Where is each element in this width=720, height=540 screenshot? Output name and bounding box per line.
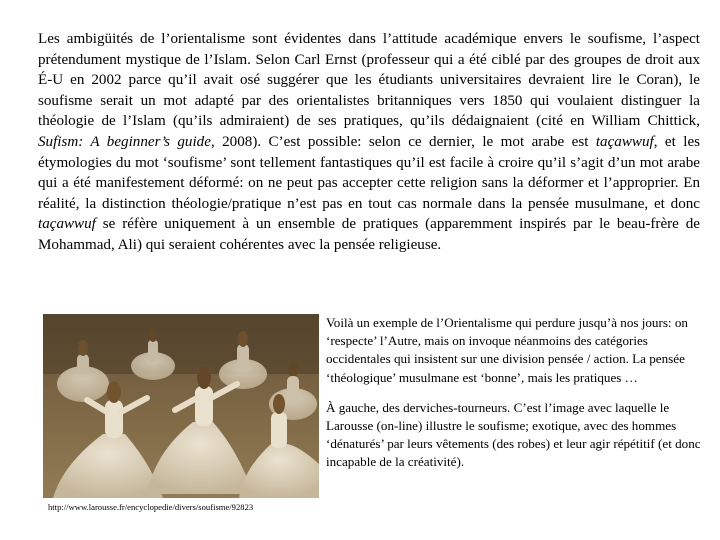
main-text-part-4: se réfère uniquement à un ensemble de pratiques (apparemment inspirés par le beau-frère de Mohammad, Ali) qui seraient cohérentes avec la pensée religieuse.	[38, 216, 700, 253]
main-paragraph	[38, 29, 700, 256]
arabic-term: taçawwuf	[38, 216, 96, 233]
main-text-part-2: , 2008). C’est possible: selon ce dernier, le mot arabe est	[210, 133, 596, 150]
dervishes-photo	[43, 314, 319, 498]
main-text-part-1: Les ambigüités de l’orientalisme sont évidentes dans l’attitude académique envers le soufisme, l’aspect prétendument mystique de l’Islam. Selon Carl Ernst (professeur qui a été ciblé par des groupes de droit aux É-U en 2002 parce qu’il avait osé suggérer que les étudiants universitaires devraient lire le Coran), le soufisme serait un mot adapté par des orientalistes britanniques vers 1850 qui voulaient distinguer la théologie de l’Islam (qu’ils admiraient) de ses pratiques, qu’ils dédaignaient (cité en William Chittick,	[38, 31, 700, 130]
image-source-url[interactable]: http://www.larousse.fr/encyclopedie/divers/soufisme/92823	[48, 502, 254, 512]
main-text-part-3: , et les étymologies du mot ‘soufisme’ sont tellement fantastiques qu’il est facile à croire qu’il s’agit d’un mot arabe qui a été manifestement déformé: on ne peut pas accepter cette religion sans la déformer et l’approprier. En réalité, la distinction théologie/pratique n’est pas en tout cas normale dans la pensée musulmane, et donc	[38, 133, 701, 212]
side-commentary	[326, 314, 706, 472]
side-paragraph-orientalism: Voilà un exemple de l’Orientalisme qui perdure jusqu’à nos jours: on ‘respecte’ l’Autre, mais on invoque néanmoins des catégories occidentales qui insistent sur une division pensée / action. La pensée ‘théologique’ musulmane est ‘bonne’, mais les pratiques …	[326, 315, 688, 385]
arabic-term: taçawwuf	[595, 133, 654, 150]
book-title: Sufism: A beginner’s guide	[38, 133, 211, 150]
side-paragraph-dervishes: À gauche, des derviches-tourneurs. C’est l’image avec laquelle le Larousse (on-line) illustre le soufisme; exotique, avec des hommes ‘dénaturés’ par leurs vêtements (des robes) et leur agir répétitif (et donc incapable de la créativité).	[326, 399, 701, 470]
